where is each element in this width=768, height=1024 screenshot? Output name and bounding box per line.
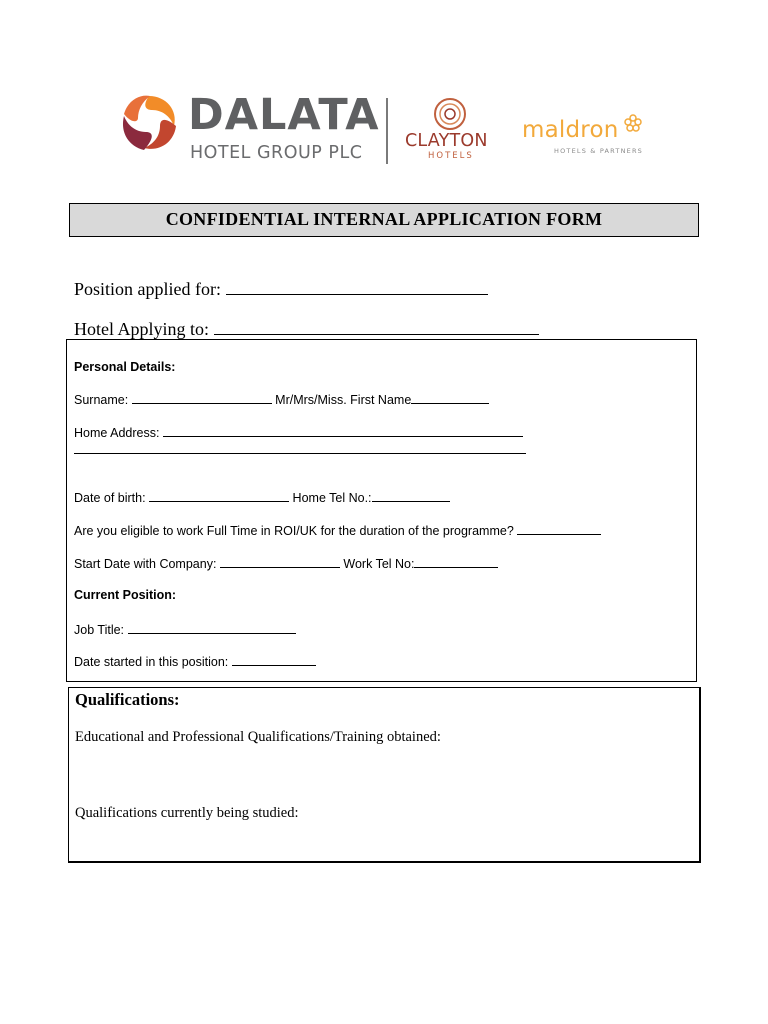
- date-started-row: [74, 653, 316, 670]
- qualifications-studying-label: Qualifications currently being studied:: [75, 805, 299, 821]
- dalata-swirl-icon: [118, 92, 180, 154]
- current-position-heading: Current Position:: [74, 588, 177, 602]
- dalata-wordmark: DALATA: [188, 90, 380, 140]
- clayton-wordmark: CLAYTON: [405, 131, 488, 151]
- clayton-ring-icon: [432, 96, 468, 132]
- home-address-label: Home Address:: [74, 426, 160, 440]
- start-date-row: [74, 555, 498, 572]
- work-tel-blank[interactable]: [414, 555, 498, 568]
- eligibility-row: [74, 522, 601, 539]
- date-started-blank[interactable]: [232, 653, 316, 666]
- qualifications-obtained-field[interactable]: [75, 748, 675, 796]
- position-applied-row: [74, 278, 488, 300]
- surname-row: [74, 391, 489, 408]
- maldron-flower-icon: [624, 114, 642, 132]
- home-address-row: [74, 424, 523, 441]
- dalata-logo: [118, 90, 380, 166]
- hotel-applying-blank[interactable]: [214, 318, 539, 335]
- position-applied-blank[interactable]: [226, 278, 488, 295]
- dob-blank[interactable]: [149, 489, 289, 502]
- job-title-blank[interactable]: [128, 621, 296, 634]
- first-name-blank[interactable]: [411, 391, 489, 404]
- dob-label: Date of birth:: [74, 491, 146, 505]
- form-title-bar: [69, 203, 699, 237]
- personal-details-box: [66, 339, 697, 682]
- maldron-subtitle: HOTELS & PARTNERS: [554, 147, 644, 155]
- date-started-label: Date started in this position:: [74, 655, 229, 669]
- first-name-label: Mr/Mrs/Miss. First Name: [275, 393, 412, 407]
- logo-divider: [386, 98, 388, 164]
- start-date-label: Start Date with Company:: [74, 557, 217, 571]
- home-tel-label: Home Tel No.:: [292, 491, 372, 505]
- position-applied-label: Position applied for:: [74, 279, 221, 299]
- home-address-row-2: [74, 441, 526, 458]
- clayton-subtitle: HOTELS: [428, 151, 474, 161]
- job-title-row: [74, 621, 296, 638]
- surname-blank[interactable]: [132, 391, 272, 404]
- surname-label: Surname:: [74, 393, 129, 407]
- form-title: CONFIDENTIAL INTERNAL APPLICATION FORM: [165, 209, 603, 229]
- qualifications-studying-field[interactable]: [75, 824, 675, 852]
- hotel-applying-label: Hotel Applying to:: [74, 319, 209, 339]
- dob-row: [74, 489, 450, 506]
- maldron-wordmark: maldron: [522, 117, 619, 143]
- home-address-blank[interactable]: [163, 424, 523, 437]
- start-date-blank[interactable]: [220, 555, 340, 568]
- qualifications-heading: Qualifications:: [75, 690, 180, 709]
- dalata-subtitle: HOTEL GROUP PLC: [190, 143, 363, 163]
- hotel-applying-row: [74, 318, 539, 340]
- job-title-label: Job Title:: [74, 623, 125, 637]
- work-tel-label: Work Tel No:: [343, 557, 415, 571]
- home-address-blank-2[interactable]: [74, 441, 526, 454]
- maldron-logo: [520, 112, 644, 160]
- eligibility-blank[interactable]: [517, 522, 601, 535]
- qualifications-obtained-label: Educational and Professional Qualifications/Training obtained:: [75, 729, 441, 745]
- personal-details-heading: Personal Details:: [74, 360, 176, 374]
- home-tel-blank[interactable]: [372, 489, 450, 502]
- eligibility-question: Are you eligible to work Full Time in ROI/UK for the duration of the programme?: [74, 524, 514, 538]
- clayton-logo: [400, 96, 500, 166]
- qualifications-box: [68, 687, 701, 863]
